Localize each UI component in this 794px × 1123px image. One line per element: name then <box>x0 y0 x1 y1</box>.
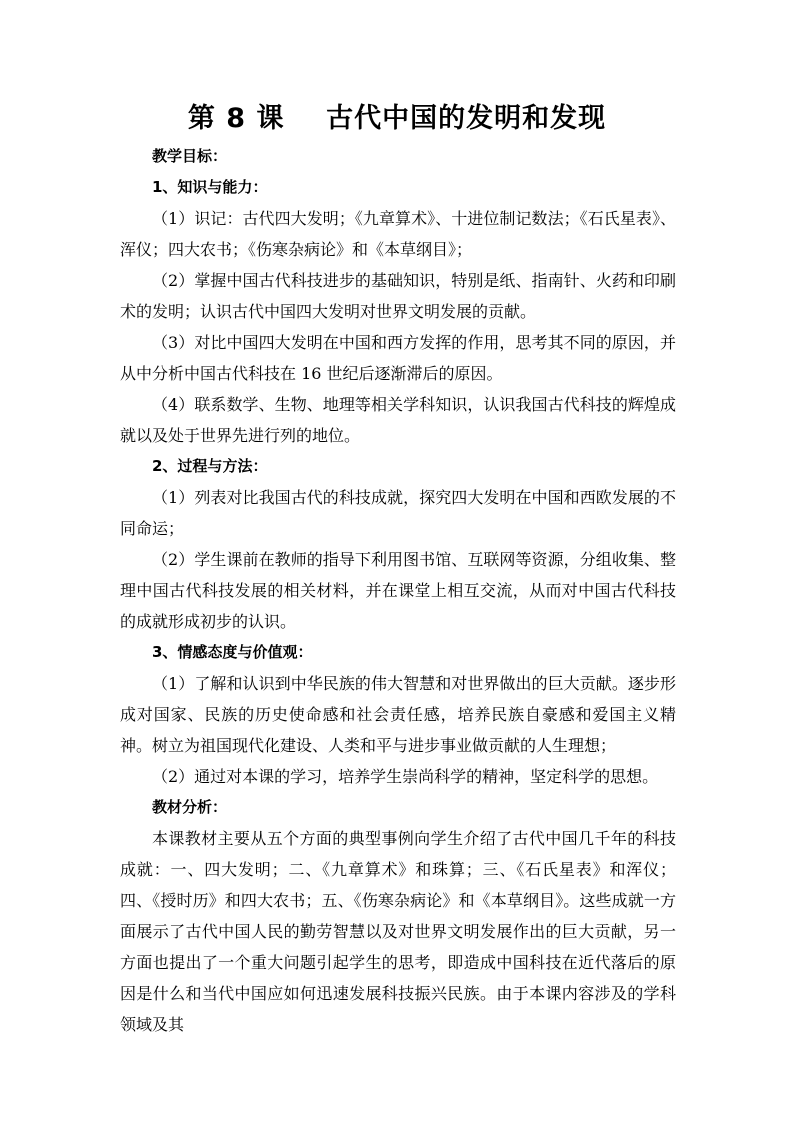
section1-item-4: （4）联系数学、生物、地理等相关学科知识，认识我国古代科技的辉煌成就以及处于世界先进行列的地位。 <box>120 395 676 445</box>
section1-item-3: （3）对比中国四大发明在中国和西方发挥的作用，思考其不同的原因，并从中分析中国古代科技在 16 世纪后逐渐滞后的原因。 <box>120 333 676 383</box>
section2-heading: 2、过程与方法： <box>152 457 268 475</box>
section1-item-1: （1）识记：古代四大发明；《九章算术》、十进位制记数法；《石氏星表》、浑仪；四大农书；《伤寒杂病论》和《本草纲目》； <box>120 209 676 259</box>
section1-heading: 1、知识与能力： <box>152 178 268 196</box>
analysis-heading: 教材分析： <box>152 798 228 816</box>
section1-item-2: （2）掌握中国古代科技进步的基础知识，特别是纸、指南针、火药和印刷术的发明；认识古代中国四大发明对世界文明发展的贡献。 <box>120 271 676 321</box>
lesson-title: 第 8 课 古代中国的发明和发现 <box>187 103 607 134</box>
section2-item-2: （2）学生课前在教师的指导下利用图书馆、互联网等资源，分组收集、整理中国古代科技发展的相关材料，并在课堂上相互交流，从而对中国古代科技的成就形成初步的认识。 <box>120 550 676 631</box>
section2-item-1: （1）列表对比我国古代的科技成就，探究四大发明在中国和西欧发展的不同命运； <box>120 488 676 538</box>
goals-heading: 教学目标： <box>152 147 228 165</box>
section3-heading: 3、情感态度与价值观： <box>152 643 313 661</box>
analysis-body: 本课教材主要从五个方面的典型事例向学生介绍了古代中国几千年的科技成就：一、四大发明；二、《九章算术》和珠算；三、《石氏星表》和浑仪；四、《授时历》和四大农书；五、《伤寒杂病论》和《本草纲目》。这些成就一方面展示了古代中国人民的勤劳智慧以及对世界文明发展作出的巨大贡献，另一方面也提出了一个重大问题引起学生的思考，即造成中国科技在近代落后的原因是什么和当代中国应如何迅速发展科技振兴民族。由于本课内容涉及的学科领域及其 <box>120 829 676 1034</box>
section3-item-1: （1）了解和认识到中华民族的伟大智慧和对世界做出的巨大贡献。逐步形成对国家、民族的历史使命感和社会责任感，培养民族自豪感和爱国主义精神。树立为祖国现代化建设、人类和平与进步事业做贡献的人生理想； <box>120 674 676 755</box>
section3-item-2: （2）通过对本课的学习，培养学生崇尚科学的精神，坚定科学的思想。 <box>152 767 659 786</box>
